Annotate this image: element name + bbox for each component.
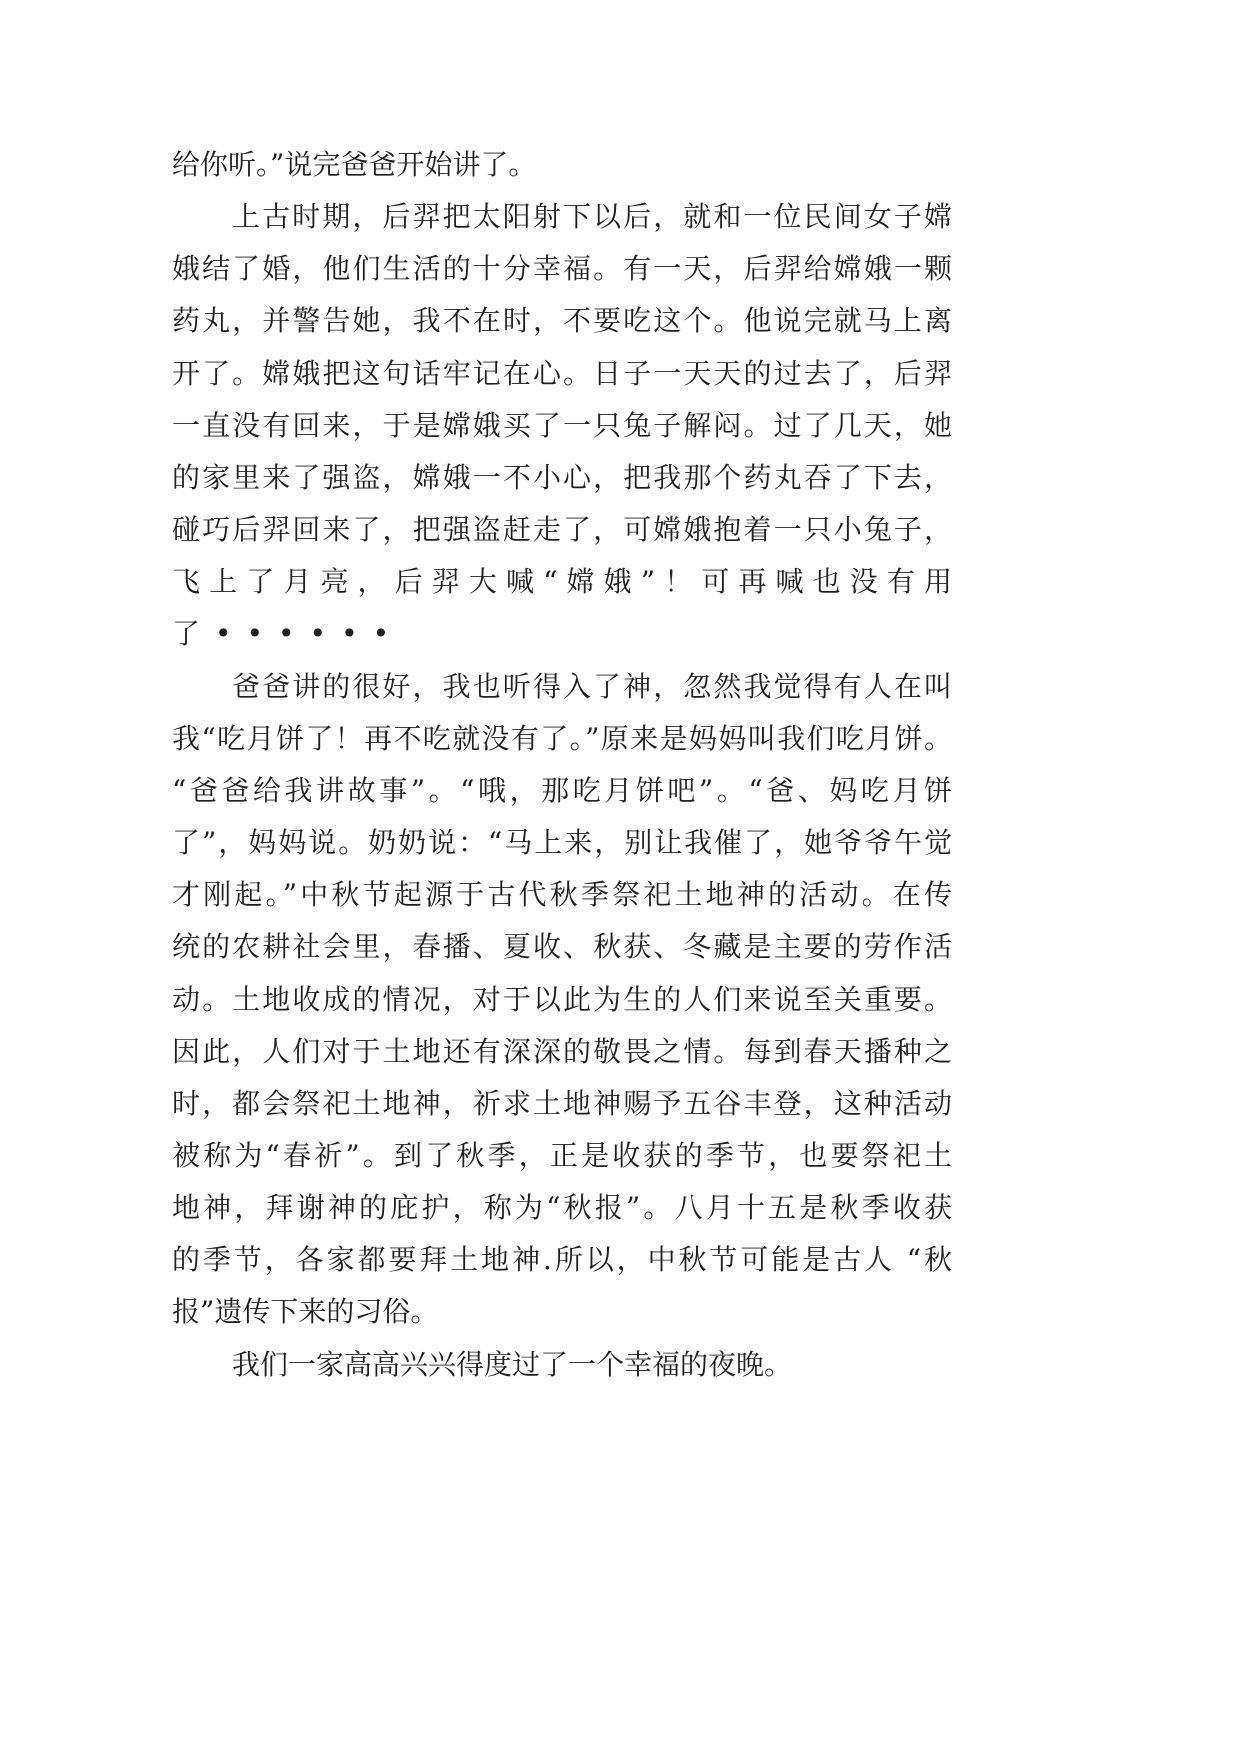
- text-line: 了••••••: [172, 617, 405, 651]
- text-line: 一直没有回来，于是嫦娥买了一只兔子解闷。过了几天，她: [172, 408, 952, 442]
- text-line: 给你听。”说完爸爸开始讲了。: [172, 148, 537, 181]
- text-line: 动。土地收成的情况，对于以此为生的人们来说至关重要。: [172, 982, 952, 1016]
- text-line: 统的农耕社会里，春播、夏收、秋获、冬藏是主要的劳作活: [172, 930, 952, 964]
- text-line: 时，都会祭祀土地神，祈求土地神赐予五谷丰登，这种活动: [172, 1086, 952, 1120]
- text-line: 我“吃月饼了！再不吃就没有了。”原来是妈妈叫我们吃月饼。: [172, 721, 952, 755]
- text-line: 开了。嫦娥把这句话牢记在心。日子一天天的过去了，后羿: [172, 356, 952, 390]
- text-line: 因此，人们对于土地还有深深的敬畏之情。每到春天播种之: [172, 1034, 952, 1068]
- text-line: 上古时期，后羿把太阳射下以后，就和一位民间女子嫦: [232, 200, 952, 234]
- text-line: 了”，妈妈说。奶奶说：“马上来，别让我催了，她爷爷午觉: [172, 826, 952, 860]
- paragraph: [172, 1339, 952, 1391]
- text-line: 的家里来了强盗，嫦娥一不小心，把我那个药丸吞了下去，: [172, 460, 952, 494]
- text-line: 娥结了婚，他们生活的十分幸福。有一天，后羿给嫦娥一颗: [172, 252, 952, 286]
- text-line: 药丸，并警告她，我不在时，不要吃这个。他说完就马上离: [172, 304, 952, 338]
- document-body: [172, 139, 952, 1391]
- text-line: 碰巧后羿回来了，把强盗赶走了，可嫦娥抱着一只小兔子，: [172, 513, 952, 547]
- text-line: 的季节，各家都要拜土地神.所以，中秋节可能是古人 “秋: [172, 1243, 952, 1277]
- text-line: 地神，拜谢神的庇护，称为“秋报”。八月十五是秋季收获: [172, 1191, 952, 1225]
- text-line: 爸爸讲的很好，我也听得入了神，忽然我觉得有人在叫: [232, 669, 952, 703]
- paragraph: [172, 191, 952, 660]
- text-line: 被称为“春祈”。到了秋季，正是收获的季节，也要祭祀土: [172, 1138, 952, 1172]
- text-line: “爸爸给我讲故事”。“哦，那吃月饼吧”。“爸、妈吃月饼: [172, 773, 952, 807]
- text-line: 报”遗传下来的习俗。: [172, 1295, 439, 1329]
- paragraph: [172, 661, 952, 1339]
- paragraph: [172, 139, 952, 191]
- text-line: 才刚起。”中秋节起源于古代秋季祭祀土地神的活动。在传: [172, 878, 952, 912]
- text-line: 我们一家高高兴兴得度过了一个幸福的夜晚。: [232, 1347, 793, 1381]
- text-line: 飞上了月亮，后羿大喊“嫦娥”！可再喊也没有用: [172, 565, 952, 599]
